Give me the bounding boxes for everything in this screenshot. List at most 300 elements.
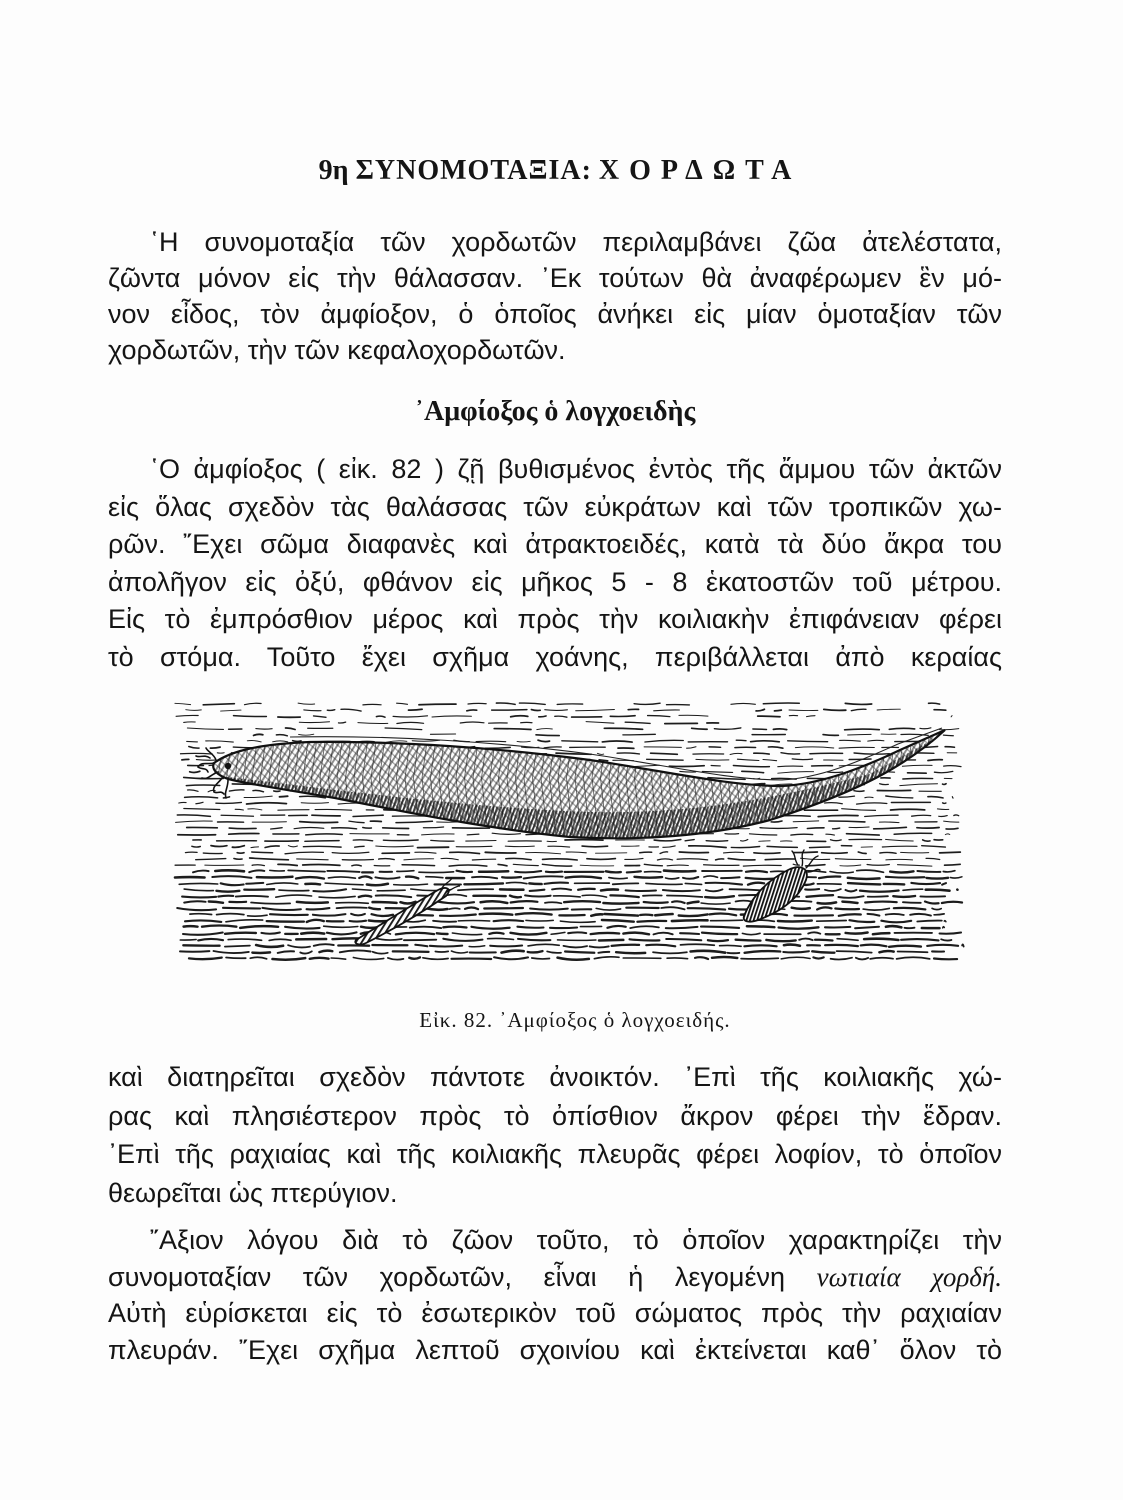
hatch-stroke [544, 747, 561, 748]
section-heading: ᾿Αμφίοξος ὁ λογχοειδὴς [414, 396, 696, 427]
hatch-stroke [890, 871, 913, 872]
text-line: Αὐτὴ εὑρίσκεται εἰς τὸ ἐσωτερικὸν τοῦ σώματος πρὸς τὴν ραχιαίαν [108, 1298, 1002, 1329]
hatch-stroke [954, 815, 959, 816]
hatch-stroke [177, 815, 210, 817]
hatch-stroke [319, 951, 332, 952]
hatch-stroke [754, 753, 769, 754]
hatch-stroke [850, 920, 875, 922]
hatch-stroke [410, 927, 441, 928]
hatch-stroke [352, 889, 371, 890]
hatch-stroke [737, 759, 759, 760]
hatch-stroke [412, 740, 440, 741]
hatch-stroke [192, 846, 200, 847]
hatch-stroke [280, 796, 288, 797]
hatch-stroke [415, 945, 427, 947]
hatch-stroke [179, 883, 218, 884]
myomere-line [864, 720, 872, 850]
hatch-stroke [901, 939, 938, 940]
hatch-stroke [358, 723, 388, 724]
hatch-stroke [460, 722, 484, 723]
hatch-stroke [928, 760, 942, 761]
hatch-stroke [185, 920, 221, 921]
hatch-stroke [696, 759, 729, 760]
hatch-stroke [586, 722, 614, 724]
hatch-stroke [865, 902, 897, 903]
hatch-stroke [839, 914, 861, 916]
hatch-stroke [863, 908, 889, 910]
hatch-stroke [351, 914, 365, 916]
myomere-line [873, 720, 881, 850]
hatch-stroke [937, 809, 948, 810]
hatch-stroke [337, 907, 367, 908]
hatch-stroke [711, 920, 743, 921]
hatch-stroke [332, 852, 369, 853]
hatch-stroke [669, 766, 704, 767]
hatch-stroke [423, 958, 448, 960]
hatch-stroke [206, 741, 234, 742]
hatch-stroke [488, 938, 514, 939]
hatch-stroke [502, 877, 521, 878]
hatch-stroke [221, 883, 244, 885]
hatch-stroke [687, 747, 696, 748]
hatch-stroke [327, 932, 357, 934]
hatch-stroke [578, 889, 595, 890]
hatch-stroke [861, 945, 887, 947]
hatch-stroke [943, 784, 947, 785]
hatch-stroke [795, 747, 833, 748]
hatch-stroke [229, 833, 259, 834]
hatch-stroke [517, 927, 543, 928]
hatch-stroke [835, 859, 871, 860]
hatch-stroke [203, 704, 234, 705]
hatch-stroke [701, 903, 730, 904]
title-phylum-name: ΧΟΡΔΩΤΑ [598, 155, 802, 186]
hatch-stroke [299, 722, 329, 723]
hatch-stroke [288, 846, 297, 847]
hatch-stroke [214, 951, 249, 953]
hatch-stroke [839, 747, 874, 748]
hatch-stroke [868, 914, 880, 916]
hatch-stroke [626, 890, 656, 891]
hatch-stroke [917, 871, 940, 872]
hatch-stroke [705, 896, 734, 897]
hatch-stroke [193, 871, 209, 873]
hatch-stroke [829, 821, 865, 822]
hatch-stroke [545, 710, 568, 711]
text-line: ἀπολῆγον εἰς ὀξύ, φθάνον εἰς μῆκος 5 - 8 ἑκατοστῶν τοῦ μέτρου. [108, 566, 1002, 597]
hatch-stroke [783, 816, 810, 817]
hatch-stroke [736, 740, 746, 741]
title-number: 9η [318, 155, 349, 186]
hatch-stroke [353, 958, 383, 960]
hatch-stroke [751, 741, 780, 742]
hatch-stroke [432, 716, 471, 717]
hatch-stroke [823, 735, 838, 736]
amphioxus-body-texture [170, 700, 970, 965]
text-line: πλευράν. ῎Εχει σχῆμα λεπτοῦ σχοινίου καὶ ἐκτείνεται καθ᾿ ὅλον τὸ [108, 1335, 1002, 1366]
hatch-stroke [745, 951, 781, 953]
hatch-stroke [840, 865, 861, 866]
hatch-stroke [950, 877, 962, 878]
myomere-line [949, 720, 957, 850]
hatch-stroke [566, 852, 586, 853]
hatch-stroke [526, 853, 561, 854]
hatch-stroke [889, 728, 914, 729]
hatch-stroke [369, 908, 380, 910]
hatch-stroke [452, 933, 481, 935]
hatch-stroke [778, 772, 814, 774]
hatch-stroke [256, 729, 272, 730]
hatch-stroke [825, 927, 850, 928]
hatch-stroke [449, 908, 459, 909]
hatch-stroke [235, 809, 243, 810]
hatch-stroke [833, 828, 840, 829]
hatch-stroke [336, 903, 369, 904]
hatch-stroke [276, 895, 312, 897]
hatch-stroke [886, 839, 914, 841]
hatch-stroke [873, 933, 890, 934]
hatch-stroke [446, 894, 466, 896]
hatch-stroke [582, 895, 606, 897]
hatch-stroke [702, 933, 737, 935]
text-line: ρῶν. ῎Εχει σῶμα διαφανὲς καὶ ἀτρακτοειδές, κατὰ τὰ δύο ἄκρα του [108, 529, 1002, 560]
hatch-stroke [240, 926, 278, 928]
hatch-stroke [517, 741, 530, 742]
hatch-stroke [847, 834, 880, 835]
hatch-stroke [217, 914, 244, 915]
hatch-stroke [881, 921, 911, 923]
hatch-stroke [706, 889, 723, 891]
hatch-stroke [616, 952, 645, 953]
hatch-stroke [566, 877, 601, 879]
hatch-stroke [352, 865, 362, 866]
hatch-stroke [314, 716, 327, 717]
hatch-stroke [300, 951, 312, 953]
hatch-stroke [176, 715, 198, 716]
hatch-stroke [934, 914, 944, 915]
hatch-stroke [373, 902, 397, 903]
hatch-stroke [609, 878, 627, 879]
hatch-stroke [430, 946, 462, 947]
text-line: τὸ στόμα. Τοῦτο ἔχει σχῆμα χοάνης, περιβάλλεται ἀπὸ κεραίας [108, 641, 1002, 672]
hatch-stroke [805, 889, 819, 890]
text-line: Εἰς τὸ ἐμπρόσθιον μέρος καὶ πρὸς τὴν κοιλιακὴν ἐπιφάνειαν φέρει [108, 604, 1002, 635]
hatch-stroke [846, 890, 857, 891]
hatch-stroke [784, 945, 800, 946]
hatch-stroke [927, 945, 958, 946]
hatch-stroke [789, 710, 818, 711]
hatch-stroke [270, 870, 285, 871]
hatch-stroke [211, 846, 227, 847]
hatch-stroke [552, 889, 571, 890]
hatch-stroke [945, 864, 961, 865]
hatch-stroke [886, 796, 913, 798]
hatch-stroke [480, 914, 513, 915]
hatch-stroke [763, 760, 777, 761]
hatch-stroke [492, 833, 520, 834]
hatch-stroke [229, 790, 244, 791]
hatch-stroke [879, 951, 893, 952]
hatch-stroke [808, 932, 820, 933]
hatch-stroke [778, 766, 803, 767]
hatch-stroke [855, 927, 879, 929]
hatch-stroke [868, 896, 888, 897]
hatch-stroke [653, 952, 687, 953]
myomere-line [890, 720, 898, 850]
hatch-stroke [691, 951, 726, 953]
hatch-stroke [186, 710, 202, 711]
hatch-stroke [944, 766, 961, 767]
hatch-stroke [623, 734, 655, 735]
hatch-stroke [815, 940, 832, 941]
hatch-stroke [253, 790, 264, 791]
hatch-stroke [441, 858, 458, 859]
hatch-stroke [840, 740, 861, 741]
hatch-stroke [305, 884, 320, 885]
hatch-stroke [724, 852, 744, 853]
hatch-stroke [550, 928, 577, 929]
hatch-stroke [440, 915, 476, 916]
hatch-stroke [817, 921, 847, 922]
hatch-stroke [865, 815, 898, 816]
hatch-stroke [560, 921, 595, 922]
hatch-stroke [612, 945, 640, 946]
hatch-stroke [708, 940, 728, 941]
hatch-stroke [767, 846, 797, 847]
hatch-stroke [710, 914, 737, 916]
hatch-stroke [646, 883, 682, 884]
hatch-stroke [824, 709, 846, 710]
hatch-stroke [848, 878, 880, 879]
hatch-stroke [910, 914, 931, 916]
hatch-stroke [184, 926, 198, 927]
hatch-stroke [599, 940, 623, 941]
hatch-stroke [685, 840, 694, 841]
hatch-stroke [886, 877, 925, 878]
text-line: καὶ διατηρεῖται σχεδὸν πάντοτε ἀνοικτόν. ᾿Επὶ τῆς κοιλιακῆς χώ- [108, 1062, 1002, 1092]
hatch-stroke [756, 709, 764, 711]
hatch-stroke [547, 951, 561, 953]
hatch-stroke [818, 815, 858, 816]
hatch-stroke [788, 741, 828, 742]
hatch-stroke [190, 914, 212, 915]
hatch-stroke [667, 865, 688, 866]
hatch-stroke [182, 897, 216, 898]
hatch-stroke [246, 883, 263, 884]
hatch-stroke [494, 920, 523, 921]
hatch-stroke [359, 876, 371, 878]
hatch-stroke [249, 870, 264, 872]
hatch-stroke [792, 759, 812, 760]
hatch-stroke [247, 741, 261, 742]
hatch-stroke [288, 945, 310, 947]
hatch-stroke [306, 834, 343, 835]
hatch-stroke [753, 729, 767, 730]
hatch-stroke [962, 944, 964, 946]
hatch-stroke [542, 864, 571, 866]
hatch-stroke [406, 877, 418, 879]
hatch-stroke [854, 753, 889, 754]
hatch-stroke [928, 797, 943, 798]
hatch-stroke [324, 926, 358, 927]
hatch-stroke [376, 895, 411, 897]
hatch-stroke [518, 939, 550, 940]
hatch-stroke [564, 946, 588, 948]
hatch-stroke [215, 870, 244, 871]
hatch-stroke [543, 859, 578, 860]
hatch-stroke [492, 710, 527, 711]
hatch-stroke [307, 908, 330, 909]
hatch-stroke [813, 957, 823, 958]
hatch-stroke [792, 908, 810, 909]
hatch-stroke [310, 958, 329, 959]
hatch-stroke [858, 852, 866, 854]
hatch-stroke [851, 709, 866, 710]
hatch-stroke [229, 828, 256, 829]
hatch-stroke [845, 703, 871, 704]
emphasized-term: νωτιαία χορδή. [816, 1261, 1002, 1292]
hatch-stroke [530, 890, 545, 891]
hatch-stroke [760, 828, 797, 829]
hatch-stroke [849, 827, 869, 828]
hatch-stroke [422, 834, 455, 835]
hatch-stroke [237, 853, 244, 854]
hatch-stroke [911, 883, 940, 884]
hatch-stroke [216, 891, 239, 892]
hatch-stroke [602, 920, 634, 922]
hatch-stroke [303, 846, 341, 847]
hatch-stroke [248, 809, 262, 810]
hatch-stroke [793, 852, 817, 853]
hatch-stroke [396, 933, 434, 935]
hatch-stroke [236, 896, 268, 897]
hatch-stroke [759, 841, 770, 842]
hatch-stroke [842, 809, 876, 811]
hatch-stroke [401, 902, 416, 904]
hatch-stroke [900, 784, 938, 786]
hatch-stroke [202, 926, 236, 927]
hatch-stroke [496, 703, 515, 704]
hatch-stroke [773, 729, 786, 730]
hatch-stroke [551, 932, 565, 934]
hatch-stroke [926, 858, 940, 859]
hatch-stroke [472, 877, 497, 879]
hatch-stroke [409, 957, 420, 958]
hatch-stroke [728, 858, 755, 860]
hatch-stroke [706, 841, 728, 842]
hatch-stroke [666, 927, 698, 928]
hatch-stroke [286, 728, 296, 730]
hatch-stroke [655, 914, 672, 915]
hatch-stroke [946, 828, 958, 829]
hatch-stroke [845, 729, 880, 730]
hatch-stroke [435, 951, 448, 952]
hatch-stroke [951, 716, 952, 717]
hatch-stroke [654, 840, 681, 841]
hatch-stroke [262, 908, 301, 910]
hatch-stroke [905, 928, 915, 929]
hatch-stroke [181, 753, 213, 754]
hatch-stroke [822, 853, 848, 854]
hatch-stroke [562, 741, 598, 742]
hatch-stroke [692, 728, 707, 729]
hatch-stroke [685, 883, 701, 884]
hatch-stroke [468, 703, 486, 704]
hatch-stroke [838, 896, 863, 898]
hatch-stroke [528, 944, 559, 946]
hatch-stroke [741, 958, 778, 959]
hatch-stroke [679, 914, 708, 916]
hatch-stroke [942, 902, 962, 903]
hatch-stroke [232, 846, 244, 848]
hatch-stroke [877, 709, 900, 710]
hatch-stroke [494, 957, 528, 959]
hatch-stroke [886, 914, 904, 915]
hatch-stroke [184, 809, 220, 810]
hatch-stroke [842, 902, 857, 903]
hatch-stroke [196, 760, 215, 761]
hatch-stroke [300, 822, 338, 823]
hatch-stroke [857, 870, 884, 872]
hatch-stroke [466, 841, 496, 842]
hatch-stroke [637, 921, 666, 922]
hatch-stroke [818, 902, 837, 903]
hatch-stroke [677, 859, 708, 860]
hatch-stroke [744, 945, 776, 946]
hatch-stroke [234, 859, 242, 860]
hatch-stroke [443, 939, 482, 941]
hatch-stroke [812, 951, 834, 952]
hatch-stroke [856, 958, 868, 960]
hatch-stroke [210, 747, 220, 748]
hatch-stroke [315, 809, 352, 810]
hatch-stroke [607, 926, 625, 928]
hatch-stroke [920, 728, 931, 729]
hatch-stroke [332, 828, 357, 829]
hatch-stroke [524, 876, 563, 878]
hatch-stroke [630, 939, 660, 940]
hatch-stroke [244, 796, 272, 797]
hatch-stroke [415, 852, 436, 853]
hatch-stroke [525, 895, 551, 896]
hatch-stroke [537, 729, 553, 730]
hatch-stroke [733, 766, 769, 767]
hatch-stroke [929, 703, 940, 704]
hatch-stroke [837, 951, 872, 953]
hatch-stroke [831, 958, 852, 960]
hatch-stroke [771, 821, 782, 822]
hatch-stroke [555, 716, 567, 717]
hatch-stroke [511, 716, 528, 717]
hatch-stroke [644, 902, 668, 903]
hatch-stroke [558, 958, 589, 960]
hatch-stroke [657, 859, 672, 860]
hatch-stroke [404, 940, 436, 941]
hatch-stroke [672, 901, 685, 903]
hatch-stroke [941, 939, 951, 940]
hatch-stroke [721, 877, 740, 878]
hatch-stroke [244, 889, 274, 890]
hatch-stroke [610, 895, 638, 897]
hatch-stroke [377, 890, 405, 891]
hatch-stroke [868, 740, 884, 741]
hatch-stroke [419, 704, 456, 705]
hatch-stroke [327, 871, 359, 872]
hatch-stroke [835, 909, 859, 910]
hatch-stroke [942, 883, 946, 885]
hatch-stroke [934, 959, 957, 960]
hatch-stroke [388, 958, 404, 960]
